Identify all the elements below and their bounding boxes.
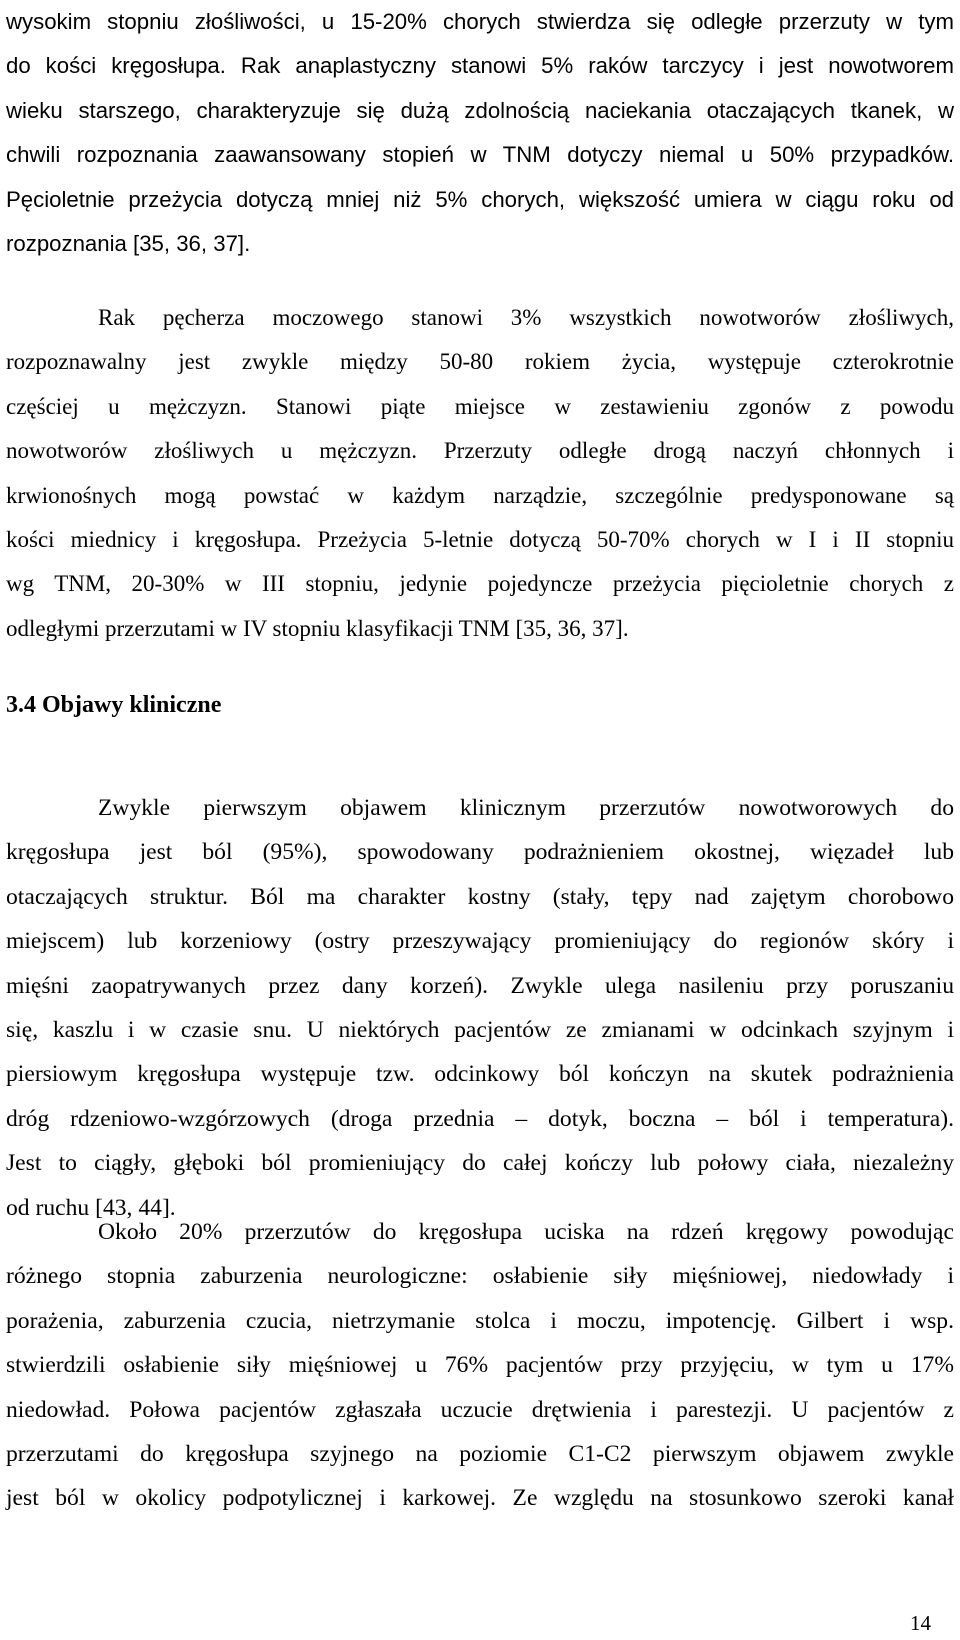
section-heading: 3.4 Objawy kliniczne (6, 692, 222, 718)
text-line: Rak pęcherza moczowego stanowi 3% wszystkich nowotworów złośliwych, (98, 305, 954, 330)
text-line: różnego stopnia zaburzenia neurologiczne: osłabienie siły mięśniowej, niedowłady i (6, 1263, 954, 1290)
text-line: częściej u mężczyzn. Stanowi piąte miejsce w zestawieniu zgonów z powodu (6, 393, 954, 419)
text-line: kości miednicy i kręgosłupa. Przeżycia 5-letnie dotyczą 50-70% chorych w I i II stopniu (6, 527, 954, 553)
text-line: krwionośnych mogą powstać w każdym narządzie, szczególnie predysponowane są (6, 482, 954, 508)
text-line: stwierdzili osłabienie siły mięśniowej u 76% pacjentów przy przyjęciu, w tym u 17% (6, 1352, 954, 1379)
text-line: Jest to ciągły, głęboki ból promieniujący do całej kończy lub połowy ciała, niezależny (6, 1150, 954, 1177)
text-line: przerzutami do kręgosłupa szyjnego na poziomie C1-C2 pierwszym objawem zwykle (6, 1441, 954, 1468)
text-line: wieku starszego, charakteryzuje się dużą zdolnością naciekania otaczających tkanek, w (6, 97, 954, 123)
text-line: się, kaszlu i w czasie snu. U niektórych pacjentów ze zmianami w odcinkach szyjnym i (6, 1017, 954, 1044)
paragraph-clinical-symptoms (6, 786, 954, 1230)
text-line: wg TNM, 20-30% w III stopniu, jedynie pojedyncze przeżycia pięcioletnie chorych z (6, 571, 954, 597)
text-line: piersiowym kręgosłupa występuje tzw. odcinkowy ból kończyn na skutek podrażnienia (6, 1061, 954, 1088)
paragraph-spinal-compression (6, 1210, 954, 1521)
text-line: chwili rozpoznania zaawansowany stopień w TNM dotyczy niemal u 50% przypadków. (6, 142, 954, 168)
text-line: miejscem) lub korzeniowy (ostry przeszywający promieniujący do regionów skóry i (6, 928, 954, 955)
text-line: jest ból w okolicy podpotylicznej i karkowej. Ze względu na stosunkowo szeroki kanał (6, 1485, 954, 1512)
text-line: dróg rdzeniowo-wzgórzowych (droga przednia – dotyk, boczna – ból i temperatura). (6, 1105, 954, 1132)
text-line: Zwykle pierwszym objawem klinicznym przerzutów nowotworowych do (98, 795, 954, 821)
text-line: porażenia, zaburzenia czucia, nietrzymanie stolca i moczu, impotencję. Gilbert i wsp. (6, 1307, 954, 1334)
text-line: kręgosłupa jest ból (95%), spowodowany podrażnieniem okostnej, więzadeł lub (6, 839, 954, 866)
text-line: Pęcioletnie przeżycia dotyczą mniej niż 5% chorych, większość umiera w ciągu roku od (6, 186, 954, 212)
text-line: odległymi przerzutami w IV stopniu klasyfikacji TNM [35, 36, 37]. (6, 615, 629, 641)
text-line: wysokim stopniu złośliwości, u 15-20% chorych stwierdza się odległe przerzuty w tym (6, 9, 954, 34)
text-line: Około 20% przerzutów do kręgosłupa uciska na rdzeń kręgowy powodując (98, 1219, 954, 1245)
text-line: rozpoznawalny jest zwykle między 50-80 rokiem życia, występuje czterokrotnie (6, 349, 954, 375)
page-number: 14 (910, 1611, 931, 1635)
text-line: mięśni zaopatrywanych przez dany korzeń). Zwykle ulega nasileniu przy poruszaniu (6, 972, 954, 999)
paragraph-bladder-cancer (6, 296, 954, 651)
paragraph-thyroid-cancer (6, 0, 954, 266)
text-line: nowotworów złośliwych u mężczyzn. Przerzuty odległe drogą naczyń chłonnych i (6, 438, 954, 464)
text-line: do kości kręgosłupa. Rak anaplastyczny stanowi 5% raków tarczycy i jest nowotworem (6, 53, 954, 79)
text-line: niedowład. Połowa pacjentów zgłaszała uczucie drętwienia i parestezji. U pacjentów z (6, 1396, 954, 1423)
text-line: otaczających struktur. Ból ma charakter kostny (stały, tępy nad zajętym chorobowo (6, 883, 954, 910)
text-line: od ruchu [43, 44]. (6, 1194, 176, 1221)
text-line: rozpoznania [35, 36, 37]. (6, 231, 251, 257)
